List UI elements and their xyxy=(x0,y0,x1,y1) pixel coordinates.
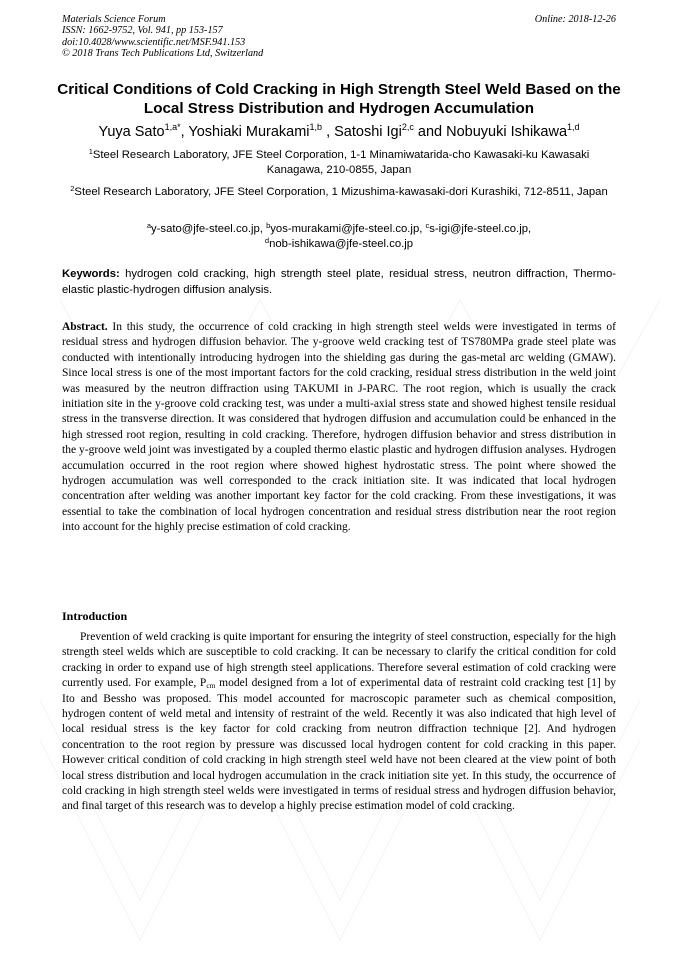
introduction-paragraph xyxy=(62,630,616,815)
email-mark: d xyxy=(264,235,270,245)
introduction-text: model designed from a lot of experimental data of restraint cold cracking test [1] by Ito and Bessho was proposed. This model accounted for macroscopic parameter such as chemical composition, hydrogen content of weld metal and intensity of restraint of the weld. Recently it was also indicated that high level of local residual stress is the key factor for cold cracking from neutron diffraction technique [2]. And hydrogen concentration to the root region by pressure was discussed local hydrogen content for cold cracking in this paper. However critical condition of cold cracking in high strength steel weld have not been cleared at the view point of both local stress distribution and local hydrogen accumulation in the crack initiation site yet. In this study, the occurrence of cold cracking in high strength steel welds were investigated in terms of residual stress and hydrogen diffusion behavior, and final target of this research was to develop a highly precise estimation model of cold cracking. xyxy=(62,677,616,813)
online-date: Online: 2018-12-26 xyxy=(534,14,616,25)
author-name: Yuya Sato xyxy=(98,124,165,140)
author-emails xyxy=(70,222,608,251)
author-affiliation-mark: 2,c xyxy=(401,122,414,132)
journal-issn: ISSN: 1662-9752, Vol. 941, pp 153-157 xyxy=(62,25,223,37)
abstract-label: Abstract. xyxy=(62,321,108,333)
affiliation-text: Steel Research Laboratory, JFE Steel Corporation, 1-1 Minamiwatarida-cho Kawasaki-ku Kawasaki Kanagawa, 210-0855, Japan xyxy=(92,149,590,176)
journal-header xyxy=(62,14,263,59)
author-separator: , xyxy=(180,124,189,140)
affiliation-mark: 2 xyxy=(70,184,75,193)
author-separator: , xyxy=(322,124,335,140)
email-link[interactable]: y-sato@jfe-steel.co.jp, xyxy=(151,223,267,235)
email-link[interactable]: nob-ishikawa@jfe-steel.co.jp xyxy=(269,237,414,250)
journal-copyright: © 2018 Trans Tech Publications Ltd, Switzerland xyxy=(62,47,264,59)
email-link[interactable]: s-igi@jfe-steel.co.jp, xyxy=(429,223,532,235)
email-mark: a xyxy=(146,221,152,230)
author-affiliation-mark: 1,a* xyxy=(164,122,181,132)
abstract-text: In this study, the occurrence of cold cracking in high strength steel welds were investigated in terms of residual stress and hydrogen diffusion behavior. The y-groove weld cracking test of TS780MPa grade steel plate was conducted with intentionally introducing hydrogen into the shielding gas during the gas-metal arc welding (GMAW). Since local stress is one of the most important factors for the cold cracking, residual stress distribution in the weld joint was measured by the neutron diffraction using TAKUMI in J-PARC. The root region, which is usually the crack initiation site in the y-groove cold cracking test, was under a multi-axial stress state and showed highest tensile residual stress in the transverse direction. It was considered that hydrogen diffusion and accumulation could be enhanced in the high stressed root region, resulting in cold cracking. Therefore, hydrogen diffusion behavior and stress distribution in the y-groove weld joint was investigated by a coupled thermo elastic plastic and hydrogen diffusion analyses. Hydrogen accumulation occurred in the root region where showed highest hydrostatic stress. The point where showed the hydrogen accumulation was well corresponded to the crack initiation site. It was indicated that local hydrogen concentration after welding was another important key factor for the cold cracking. From these investigations, it was essential to take the combination of local hydrogen concentration and residual stress distribution near the root region into account for the highly precise estimation of cold cracking. xyxy=(62,321,616,534)
affiliation-2 xyxy=(70,185,608,200)
email-link[interactable]: yos-murakami@jfe-steel.co.jp, xyxy=(270,223,426,235)
author-list xyxy=(40,123,638,141)
author-affiliation-mark: 1,b xyxy=(309,122,323,132)
keywords-label: Keywords: xyxy=(62,268,120,280)
email-mark: c xyxy=(425,221,430,230)
author-name: Yoshiaki Murakami xyxy=(188,124,310,140)
pcm-subscript: cm xyxy=(206,681,216,691)
affiliation-mark: 1 xyxy=(88,147,93,156)
keywords-text: hydrogen cold cracking, high strength steel plate, residual stress, neutron diffraction, Thermo-elastic plastic-hydrogen diffusion analysis. xyxy=(62,268,616,296)
author-name: Nobuyuki Ishikawa xyxy=(446,124,568,140)
email-mark: b xyxy=(266,221,271,230)
paper-title: Critical Conditions of Cold Cracking in High Strength Steel Weld Based on the Local Stress Distribution and Hydrogen Accumulation xyxy=(57,81,621,117)
journal-doi: doi:10.4028/www.scientific.net/MSF.941.153 xyxy=(62,36,246,48)
author-name: Satoshi Igi xyxy=(334,124,402,140)
introduction-heading: Introduction xyxy=(62,609,128,623)
author-affiliation-mark: 1,d xyxy=(567,122,580,132)
journal-name: Materials Science Forum xyxy=(62,14,166,25)
author-separator: and xyxy=(413,124,447,140)
affiliation-text: Steel Research Laboratory, JFE Steel Corporation, 1 Mizushima-kawasaki-dori Kurashiki, 712-8511, Japan xyxy=(74,186,608,198)
affiliation-1 xyxy=(70,148,608,177)
abstract-section xyxy=(62,320,616,536)
keywords-section xyxy=(62,267,616,298)
introduction-text: Prevention of weld cracking is quite important for ensuring the integrity of steel construction, especially for the high strength steel welds which are susceptible to cold cracking. It can be necessary to clarify the critical condition for cold cracking in order to expand use of high strength steel applications. Therefore several estimation of cold cracking were currently used. For example, P xyxy=(62,631,616,690)
